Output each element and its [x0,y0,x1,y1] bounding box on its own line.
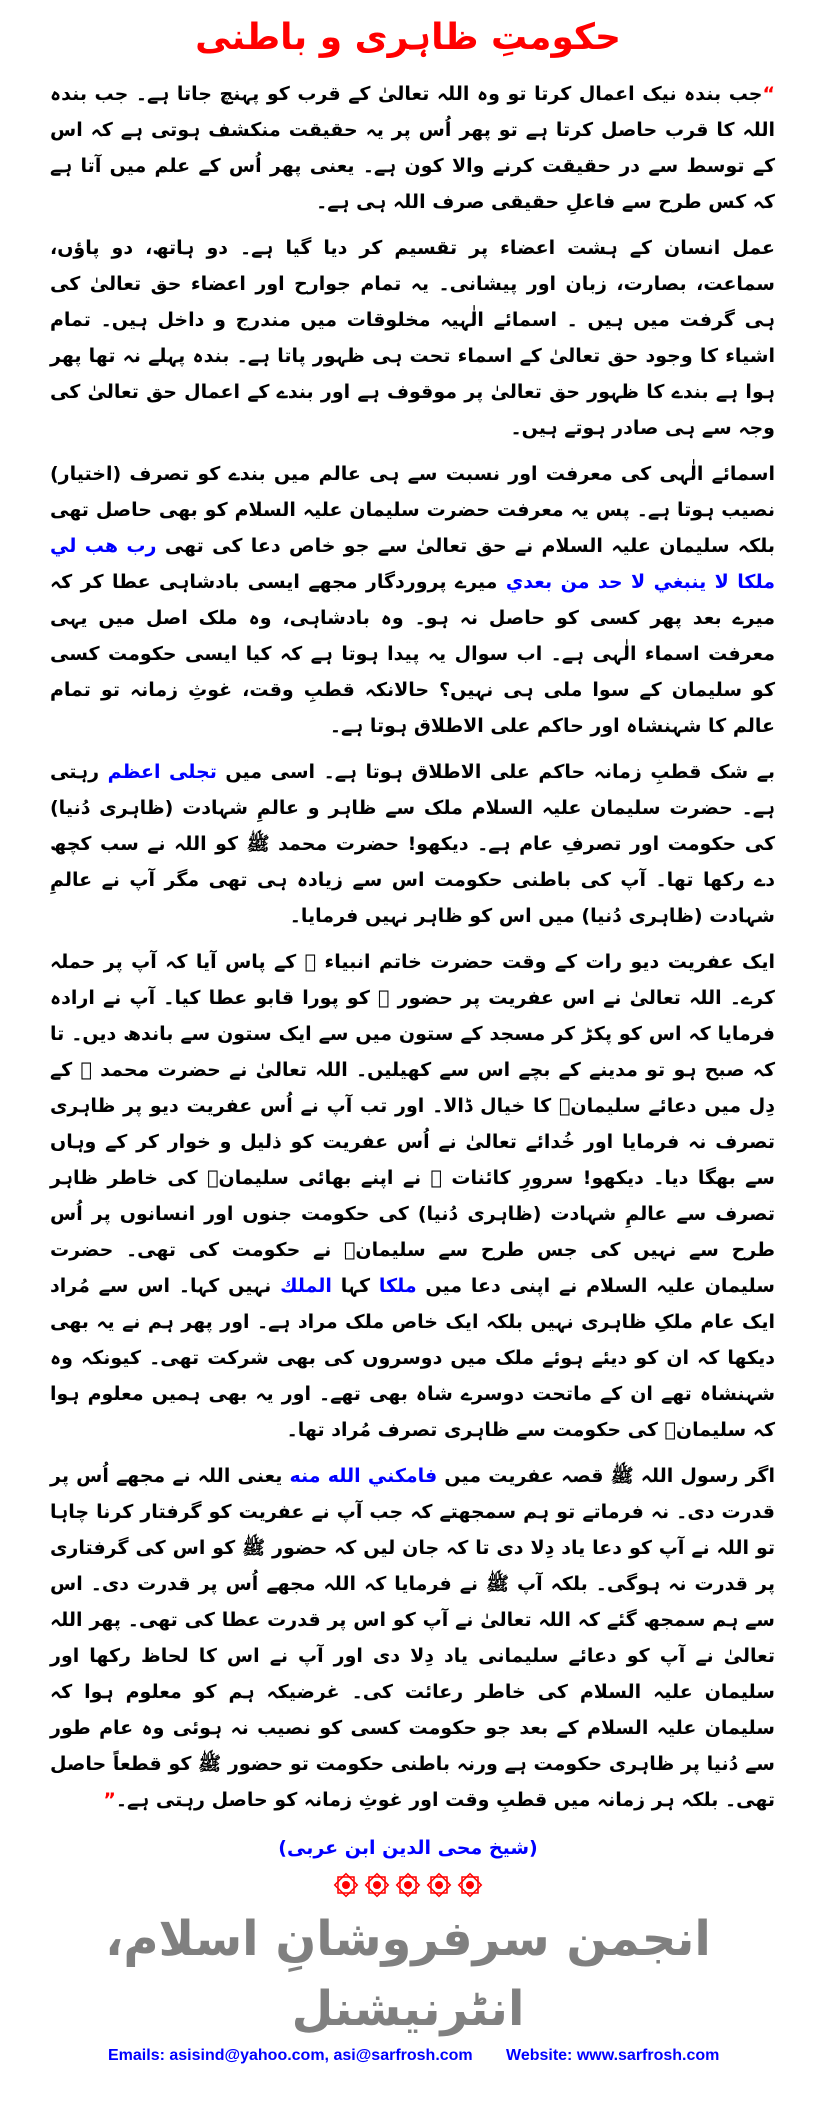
arabic-quote-highlight: فامكني الله منه [289,1465,438,1487]
paragraph [50,76,775,220]
paragraph-text: بے شک قطبِ زمانہ حاکم علی الاطلاق ہوتا ہے۔ اسی میں [216,761,775,783]
author-signature: (شیخ محی الدین ابن عربی) [278,1837,538,1859]
arabic-quote-highlight: تجلی اعظم [107,761,217,783]
paragraph [50,230,775,446]
website-text: Website: www.sarfrosh.com [506,2047,720,2064]
quotation-mark: “ [762,83,775,105]
paragraph-text: رہتی ہے۔ حضرت سلیمان علیہ السلام ملک سے ظاہر و عالمِ شہادت (ظاہری دُنیا) کی حکومت اور تصرفِ عام ہے۔ دیکھو! حضرت محمد ﷺ کو اللہ نے سب کچھ دے رکھا تھا۔ آپ کی باطنی حکومت اس سے زیادہ ہی تھی مگر آپ نے عالمِ شہادت (ظاہری دُنیا) میں اس کو ظاہر نہیں فرمایا۔ [50,761,775,927]
arabic-quote-highlight: الملك [280,1275,332,1297]
paragraph-text: نہیں کہا۔ اس سے مُراد ایک عام ملکِ ظاہری نہیں بلکہ ایک خاص ملک مراد ہے۔ اور پھر ہم نے یہ بھی دیکھا کہ ان کو دیئے ہوئے ملک میں دوسروں کی بھی شرکت تھی۔ کیونکہ وہ شہنشاہ تھے ان کے ماتحت دوسرے شاہ بھی تھے۔ اور یہ بھی ہمیں معلوم ہوا کہ سلیمانؑ کی حکومت سے ظاہری تصرف مُراد تھا۔ [50,1275,775,1441]
star-ornament-icon [333,1872,359,1898]
ornament-row [333,1872,483,1900]
paragraph-text: عمل انسان کے ہشت اعضاء پر تقسیم کر دیا گیا ہے۔ دو ہاتھ، دو پاؤں، سماعت، بصارت، زبان اور پیشانی۔ یہ تمام جوارح اور اعضاء حق تعالیٰ کی ہی گرفت میں ہیں ۔ اسمائے الٰہیہ مخلوقات میں مندرج و داخل ہیں۔ تمام اشیاء کا وجود حق تعالیٰ کے اسماء تحت ہی ظہور پاتا ہے۔ بندہ پہلے نہ تھا پھر ہوا ہے بندے کا ظہور حق تعالیٰ پر موقوف ہے اور بندے کے اعمال حق تعالیٰ کی وجہ سے ہی صادر ہوتے ہیں۔ [50,237,775,439]
arabic-quote-highlight: ملكا [378,1275,417,1297]
article-body [50,76,775,1818]
organization-name: انجمن سرفروشانِ اسلام، انٹرنیشنل [105,1911,711,2037]
page-title: حکومتِ ظاہری و باطنی [195,17,621,58]
paragraph [50,944,775,1448]
paragraph-text: کہا [331,1275,379,1297]
paragraph-text: اسمائے الٰہی کی معرفت اور نسبت سے ہی عالم میں بندے کو تصرف (اختیار) نصیب ہوتا ہے۔ پس یہ معرفت حضرت سلیمان علیہ السلام کو بھی حاصل تھی بلکہ سلیمان علیہ السلام نے حق تعالیٰ سے جو خاص دعا کی تھی [50,463,776,557]
paragraph [50,456,775,744]
paragraph-text: ایک عفریت دیو رات کے وقت حضرت خاتم انبیاء ﷺ کے پاس آیا کہ آپ پر حملہ کرے۔ اللہ تعالیٰ نے اس عفریت پر حضور ﷺ کو پورا قابو عطا کیا۔ آپ نے ارادہ فرمایا کہ اس کو پکڑ کر مسجد کے ستون میں سے ایک ستون سے باندھ دیں۔ تا کہ صبح ہو تو مدینے کے بچے اس سے کھیلیں۔ اللہ تعالیٰ نے حضرت محمد ﷺ کے دِل میں دعائے سلیمانؑ کا خیال ڈالا۔ اور تب آپ نے اُس عفریت دیو پر ظاہری تصرف نہ فرمایا اور خُدائے تعالیٰ نے اُس عفریت کو ذلیل و خوار کر کے وہاں سے بھگا دیا۔ دیکھو! سرورِ کائنات ﷺ نے اپنے بھائی سلیمانؑ کی خاطر ظاہر تصرف سے عالمِ شہادت (ظاہری دُنیا) کی حکومت جنوں اور انسانوں پر اُس طرح سے نہیں کی جس طرح سے سلیمانؑ نے حکومت کی تھی۔ حضرت سلیمان علیہ السلام نے اپنی دعا میں [50,951,775,1297]
contact-info [0,2044,816,2068]
star-ornament-icon [426,1872,452,1898]
paragraph-text: میرے پروردگار مجھے ایسی بادشاہی عطا کر کہ میرے بعد پھر کسی کو حاصل نہ ہو۔ وہ بادشاہی، وہ ملک اصل میں یہی معرفت اسماء الٰہی ہے۔ اب سوال یہ پیدا ہوتا ہے کہ کیا ایسی حکومت کسی کو سلیمان کے سوا ملی ہی نہیں؟ حالانکہ قطبِ وقت، غوثِ زمانہ تو تمام عالم کا شہنشاہ اور حاکم علی الاطلاق ہوتا ہے۔ [50,571,775,737]
arabic-quote-highlight: رب هب لي ملكا لا ينبغي لا حد من بعدي [50,535,775,593]
emails-text: Emails: asisind@yahoo.com, asi@sarfrosh.com [108,2047,473,2064]
paragraph-text: اگر رسول اللہ ﷺ قصہ عفریت میں [437,1465,775,1487]
star-ornament-icon [395,1872,421,1898]
star-ornament-icon [457,1872,483,1898]
paragraph-text: یعنی اللہ نے مجھے اُس پر قدرت دی۔ نہ فرماتے تو ہم سمجھتے کہ جب آپ نے عفریت کو گرفتار کرنا چاہا تو اللہ نے آپ کو دعا یاد دِلا دی تا کہ جان لیں کہ حضور ﷺ کو اس کی گرفتاری پر قدرت نہ ہوگی۔ بلکہ آپ ﷺ نے فرمایا کہ اللہ مجھے اُس پر قدرت دی۔ اس سے ہم سمجھ گئے کہ اللہ تعالیٰ نے آپ کو اس پر قدرت عطا کی تھی۔ پھر اللہ تعالیٰ نے آپ کو دعائے سلیمانی یاد دِلا دی اور آپ نے اس کا لحاظ رکھا اور سلیمان علیہ السلام کی خاطر رعائت کی۔ غرضیکہ ہم کو معلوم ہوا کہ سلیمان علیہ السلام کے بعد جو حکومت کسی کو نصیب نہ ہوئی وہ عام طور سے دُنیا پر ظاہری حکومت ہے ورنہ باطنی حکومت تو حضور ﷺ کو قطعاً حاصل تھی۔ بلکہ ہر زمانہ میں قطبِ وقت اور غوثِ زمانہ کو حاصل رہتی ہے۔ [50,1465,775,1811]
paragraph [50,754,775,934]
star-ornament-icon [364,1872,390,1898]
quotation-mark: ” [103,1789,116,1811]
paragraph [50,1458,775,1818]
paragraph-text: جب بندہ نیک اعمال کرتا تو وہ اللہ تعالیٰ کے قرب کو پہنچ جاتا ہے۔ جب بندہ اللہ کا قرب حاصل کرتا ہے تو پھر اُس پر یہ حقیقت منکشف ہوتی ہے کہ اس کے توسط سے در حقیقت کرنے والا کون ہے۔ یعنی پھر اُس کے علم میں آتا ہے کہ کس طرح سے فاعلِ حقیقی صرف اللہ ہی ہے۔ [50,83,775,213]
